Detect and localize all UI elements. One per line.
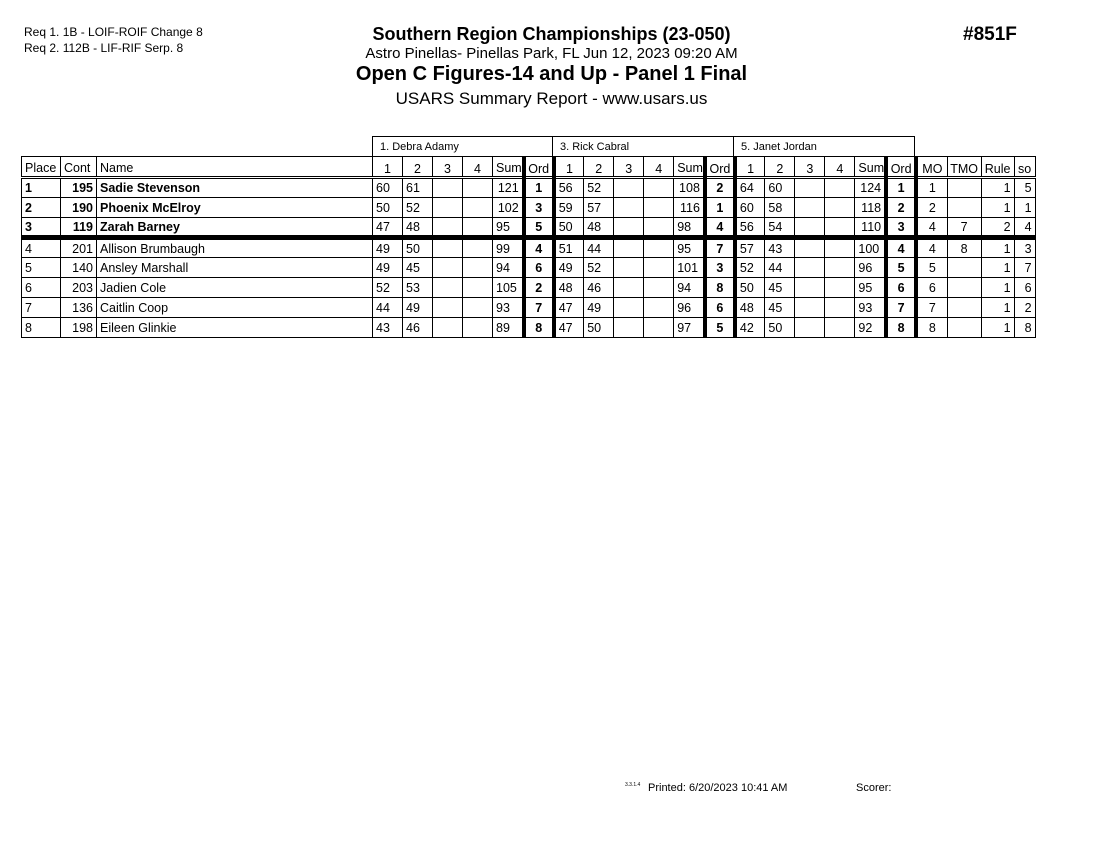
judge-3-score-3 — [795, 198, 825, 218]
judge-2-score-1: 48 — [554, 278, 584, 298]
judge-1-score-1: 60 — [373, 178, 403, 198]
judge-3-ord: 3 — [886, 218, 916, 238]
tmo-cell — [947, 318, 981, 338]
judge-1-score-4 — [463, 238, 493, 258]
judge-2-score-1: 47 — [554, 298, 584, 318]
name-cell: Allison Brumbaugh — [97, 238, 373, 258]
judge-2-score-1: 59 — [554, 198, 584, 218]
cont-cell: 190 — [61, 198, 97, 218]
judge-3-sum: 124 — [855, 178, 886, 198]
name-cell: Jadien Cole — [97, 278, 373, 298]
judge-3-sum: 100 — [855, 238, 886, 258]
cont-cell: 195 — [61, 178, 97, 198]
judge-3-score-2: 54 — [765, 218, 795, 238]
judge-3-score-2: 43 — [765, 238, 795, 258]
col-name: Name — [97, 157, 373, 178]
judge-2-sum: 96 — [674, 298, 705, 318]
place-cell: 5 — [22, 258, 61, 278]
col-j3-4: 4 — [825, 157, 855, 178]
judge-2-score-4 — [644, 298, 674, 318]
judge-1-score-2: 61 — [403, 178, 433, 198]
judge-2-score-3 — [614, 198, 644, 218]
judge-3-score-4 — [825, 218, 855, 238]
so-cell: 5 — [1014, 178, 1035, 198]
so-cell: 1 — [1014, 198, 1035, 218]
mo-cell: 4 — [916, 238, 947, 258]
judge-1-ord: 7 — [524, 298, 554, 318]
event-title: Southern Region Championships (23-050) — [372, 24, 731, 44]
judge-2-score-4 — [644, 198, 674, 218]
judge-1-score-3 — [433, 218, 463, 238]
name-cell: Caitlin Coop — [97, 298, 373, 318]
col-j2-3: 3 — [614, 157, 644, 178]
judge-1-sum: 102 — [493, 198, 524, 218]
judge-2-score-3 — [614, 298, 644, 318]
table-row — [22, 198, 1036, 218]
col-j3-sum: Sum — [855, 157, 886, 178]
judge-3-ord: 2 — [886, 198, 916, 218]
table-row — [22, 218, 1036, 238]
rule-cell: 1 — [981, 318, 1014, 338]
col-so: so — [1014, 157, 1035, 178]
judge-1-sum: 89 — [493, 318, 524, 338]
judge-3-score-3 — [795, 218, 825, 238]
rule-cell: 1 — [981, 238, 1014, 258]
mo-cell: 8 — [916, 318, 947, 338]
judge-3-score-1: 52 — [735, 258, 765, 278]
judge-1-score-1: 43 — [373, 318, 403, 338]
judge-2-ord: 1 — [705, 198, 735, 218]
judge-2-score-2: 50 — [584, 318, 614, 338]
tmo-cell — [947, 178, 981, 198]
col-j1-1: 1 — [373, 157, 403, 178]
judge-2-sum: 97 — [674, 318, 705, 338]
judge-2-score-4 — [644, 258, 674, 278]
col-j1-ord: Ord — [524, 157, 554, 178]
cont-cell: 119 — [61, 218, 97, 238]
judge-3-score-3 — [795, 278, 825, 298]
judge-2-ord: 7 — [705, 238, 735, 258]
judge-header-1: 1. Debra Adamy — [372, 136, 553, 156]
judge-3-score-1: 60 — [735, 198, 765, 218]
judge-3-score-3 — [795, 318, 825, 338]
judge-header-2: 3. Rick Cabral — [552, 136, 734, 156]
judge-header-3: 5. Janet Jordan — [733, 136, 915, 156]
column-header-row — [22, 157, 1036, 178]
judge-3-score-1: 56 — [735, 218, 765, 238]
judge-2-score-4 — [644, 218, 674, 238]
place-cell: 8 — [22, 318, 61, 338]
so-cell: 7 — [1014, 258, 1035, 278]
judge-3-score-3 — [795, 238, 825, 258]
judge-2-score-2: 48 — [584, 218, 614, 238]
so-cell: 8 — [1014, 318, 1035, 338]
col-j1-sum: Sum — [493, 157, 524, 178]
competition-title: Open C Figures-14 and Up - Panel 1 Final — [355, 63, 748, 85]
judge-1-score-4 — [463, 218, 493, 238]
name-cell: Zarah Barney — [97, 218, 373, 238]
judge-2-score-2: 49 — [584, 298, 614, 318]
judge-3-score-1: 42 — [735, 318, 765, 338]
judge-1-score-3 — [433, 238, 463, 258]
venue-line: Astro Pinellas- Pinellas Park, FL Jun 12, 2023 09:20 AM — [365, 45, 738, 62]
col-j2-4: 4 — [644, 157, 674, 178]
judge-1-score-1: 49 — [373, 258, 403, 278]
judge-1-sum: 93 — [493, 298, 524, 318]
judge-1-score-2: 50 — [403, 238, 433, 258]
judge-1-sum: 99 — [493, 238, 524, 258]
rule-cell: 1 — [981, 258, 1014, 278]
judge-3-score-4 — [825, 198, 855, 218]
judge-3-score-4 — [825, 258, 855, 278]
rule-cell: 1 — [981, 278, 1014, 298]
col-j2-ord: Ord — [705, 157, 735, 178]
judge-1-score-4 — [463, 278, 493, 298]
col-j3-ord: Ord — [886, 157, 916, 178]
judge-2-sum: 108 — [674, 178, 705, 198]
judge-3-score-4 — [825, 238, 855, 258]
place-cell: 1 — [22, 178, 61, 198]
table-row — [22, 298, 1036, 318]
judge-2-ord: 8 — [705, 278, 735, 298]
judge-1-score-3 — [433, 298, 463, 318]
name-cell: Phoenix McElroy — [97, 198, 373, 218]
judge-2-score-4 — [644, 318, 674, 338]
col-j2-1: 1 — [554, 157, 584, 178]
judge-3-score-1: 48 — [735, 298, 765, 318]
judge-1-ord: 1 — [524, 178, 554, 198]
judge-2-score-4 — [644, 238, 674, 258]
judge-1-ord: 2 — [524, 278, 554, 298]
judge-1-ord: 3 — [524, 198, 554, 218]
judge-3-score-3 — [795, 298, 825, 318]
judge-3-sum: 92 — [855, 318, 886, 338]
judge-3-score-4 — [825, 278, 855, 298]
event-code: #851F — [963, 24, 1017, 45]
judge-1-score-3 — [433, 258, 463, 278]
col-j1-3: 3 — [433, 157, 463, 178]
report-title: USARS Summary Report - www.usars.us — [395, 89, 708, 108]
judge-1-score-4 — [463, 258, 493, 278]
judge-1-score-1: 44 — [373, 298, 403, 318]
judge-2-sum: 95 — [674, 238, 705, 258]
judge-2-sum: 101 — [674, 258, 705, 278]
place-cell: 7 — [22, 298, 61, 318]
col-j1-2: 2 — [403, 157, 433, 178]
judge-2-ord: 6 — [705, 298, 735, 318]
judge-3-ord: 4 — [886, 238, 916, 258]
mo-cell: 4 — [916, 218, 947, 238]
cont-cell: 140 — [61, 258, 97, 278]
judge-3-score-3 — [795, 258, 825, 278]
judge-3-ord: 1 — [886, 178, 916, 198]
judge-2-sum: 98 — [674, 218, 705, 238]
judge-1-score-1: 47 — [373, 218, 403, 238]
rule-cell: 1 — [981, 298, 1014, 318]
results-table — [21, 156, 1036, 338]
judge-3-sum: 110 — [855, 218, 886, 238]
col-j2-sum: Sum — [674, 157, 705, 178]
tmo-cell — [947, 298, 981, 318]
printed-timestamp: Printed: 6/20/2023 10:41 AM — [648, 782, 788, 794]
judge-1-score-3 — [433, 198, 463, 218]
judge-2-score-3 — [614, 258, 644, 278]
judge-2-score-4 — [644, 278, 674, 298]
judge-3-sum: 93 — [855, 298, 886, 318]
judge-1-score-2: 48 — [403, 218, 433, 238]
judge-2-score-1: 51 — [554, 238, 584, 258]
place-cell: 3 — [22, 218, 61, 238]
judge-2-score-3 — [614, 278, 644, 298]
judge-2-score-2: 44 — [584, 238, 614, 258]
mo-cell: 2 — [916, 198, 947, 218]
cont-cell: 136 — [61, 298, 97, 318]
judge-1-ord: 8 — [524, 318, 554, 338]
so-cell: 2 — [1014, 298, 1035, 318]
rule-cell: 1 — [981, 178, 1014, 198]
so-cell: 4 — [1014, 218, 1035, 238]
judge-3-score-1: 64 — [735, 178, 765, 198]
col-tmo: TMO — [947, 157, 981, 178]
judge-1-score-1: 52 — [373, 278, 403, 298]
judge-1-score-2: 52 — [403, 198, 433, 218]
place-cell: 6 — [22, 278, 61, 298]
judge-2-score-3 — [614, 218, 644, 238]
judge-1-score-2: 53 — [403, 278, 433, 298]
judge-2-score-3 — [614, 318, 644, 338]
mo-cell: 5 — [916, 258, 947, 278]
judge-3-score-2: 60 — [765, 178, 795, 198]
judge-1-score-4 — [463, 198, 493, 218]
judge-2-ord: 4 — [705, 218, 735, 238]
judge-3-score-2: 45 — [765, 298, 795, 318]
judge-1-score-4 — [463, 178, 493, 198]
judge-2-score-2: 57 — [584, 198, 614, 218]
judge-1-sum: 121 — [493, 178, 524, 198]
judge-2-ord: 5 — [705, 318, 735, 338]
judge-3-score-2: 44 — [765, 258, 795, 278]
rule-cell: 2 — [981, 218, 1014, 238]
judge-1-ord: 5 — [524, 218, 554, 238]
cont-cell: 203 — [61, 278, 97, 298]
place-cell: 2 — [22, 198, 61, 218]
judge-3-score-4 — [825, 178, 855, 198]
judge-3-score-2: 45 — [765, 278, 795, 298]
table-row — [22, 238, 1036, 258]
col-rule: Rule — [981, 157, 1014, 178]
judge-3-score-4 — [825, 298, 855, 318]
software-version: 3.3.1.4 — [625, 782, 641, 788]
judge-2-sum: 116 — [674, 198, 705, 218]
table-row — [22, 278, 1036, 298]
judge-1-score-2: 49 — [403, 298, 433, 318]
judge-1-score-1: 49 — [373, 238, 403, 258]
col-j3-3: 3 — [795, 157, 825, 178]
tmo-cell — [947, 198, 981, 218]
col-cont: Cont — [61, 157, 97, 178]
judge-1-sum: 105 — [493, 278, 524, 298]
judge-3-score-3 — [795, 178, 825, 198]
judge-2-score-1: 50 — [554, 218, 584, 238]
judge-2-score-1: 49 — [554, 258, 584, 278]
judge-2-score-2: 52 — [584, 178, 614, 198]
judge-2-ord: 3 — [705, 258, 735, 278]
judge-3-score-4 — [825, 318, 855, 338]
col-mo: MO — [916, 157, 947, 178]
tmo-cell — [947, 258, 981, 278]
judge-1-score-2: 46 — [403, 318, 433, 338]
judge-1-ord: 4 — [524, 238, 554, 258]
scorer-label: Scorer: — [856, 782, 892, 794]
col-place: Place — [22, 157, 61, 178]
judge-1-ord: 6 — [524, 258, 554, 278]
name-cell: Ansley Marshall — [97, 258, 373, 278]
judge-1-score-4 — [463, 298, 493, 318]
name-cell: Sadie Stevenson — [97, 178, 373, 198]
judge-3-sum: 96 — [855, 258, 886, 278]
col-j1-4: 4 — [463, 157, 493, 178]
judge-1-score-3 — [433, 318, 463, 338]
judge-2-ord: 2 — [705, 178, 735, 198]
mo-cell: 1 — [916, 178, 947, 198]
requirement-1: Req 1. 1B - LOIF-ROIF Change 8 — [24, 25, 203, 39]
judge-3-ord: 7 — [886, 298, 916, 318]
judge-2-score-1: 56 — [554, 178, 584, 198]
cont-cell: 201 — [61, 238, 97, 258]
judge-3-sum: 95 — [855, 278, 886, 298]
so-cell: 3 — [1014, 238, 1035, 258]
place-cell: 4 — [22, 238, 61, 258]
col-j2-2: 2 — [584, 157, 614, 178]
col-j3-1: 1 — [735, 157, 765, 178]
judge-1-score-4 — [463, 318, 493, 338]
judge-2-score-3 — [614, 238, 644, 258]
judge-3-ord: 6 — [886, 278, 916, 298]
judge-3-score-2: 50 — [765, 318, 795, 338]
judge-2-sum: 94 — [674, 278, 705, 298]
tmo-cell: 8 — [947, 238, 981, 258]
judge-1-score-3 — [433, 278, 463, 298]
table-row — [22, 318, 1036, 338]
table-row — [22, 258, 1036, 278]
col-j3-2: 2 — [765, 157, 795, 178]
judge-3-sum: 118 — [855, 198, 886, 218]
requirement-2: Req 2. 112B - LIF-RIF Serp. 8 — [24, 41, 184, 55]
mo-cell: 7 — [916, 298, 947, 318]
judge-3-score-2: 58 — [765, 198, 795, 218]
cont-cell: 198 — [61, 318, 97, 338]
judge-1-sum: 94 — [493, 258, 524, 278]
judge-2-score-2: 46 — [584, 278, 614, 298]
judge-1-sum: 95 — [493, 218, 524, 238]
name-cell: Eileen Glinkie — [97, 318, 373, 338]
rule-cell: 1 — [981, 198, 1014, 218]
judge-3-score-1: 50 — [735, 278, 765, 298]
judge-2-score-3 — [614, 178, 644, 198]
judge-2-score-2: 52 — [584, 258, 614, 278]
so-cell: 6 — [1014, 278, 1035, 298]
tmo-cell: 7 — [947, 218, 981, 238]
judge-1-score-3 — [433, 178, 463, 198]
judge-3-ord: 8 — [886, 318, 916, 338]
judge-2-score-4 — [644, 178, 674, 198]
table-row — [22, 178, 1036, 198]
judge-1-score-1: 50 — [373, 198, 403, 218]
judge-1-score-2: 45 — [403, 258, 433, 278]
judge-3-score-1: 57 — [735, 238, 765, 258]
judge-2-score-1: 47 — [554, 318, 584, 338]
judge-3-ord: 5 — [886, 258, 916, 278]
mo-cell: 6 — [916, 278, 947, 298]
tmo-cell — [947, 278, 981, 298]
